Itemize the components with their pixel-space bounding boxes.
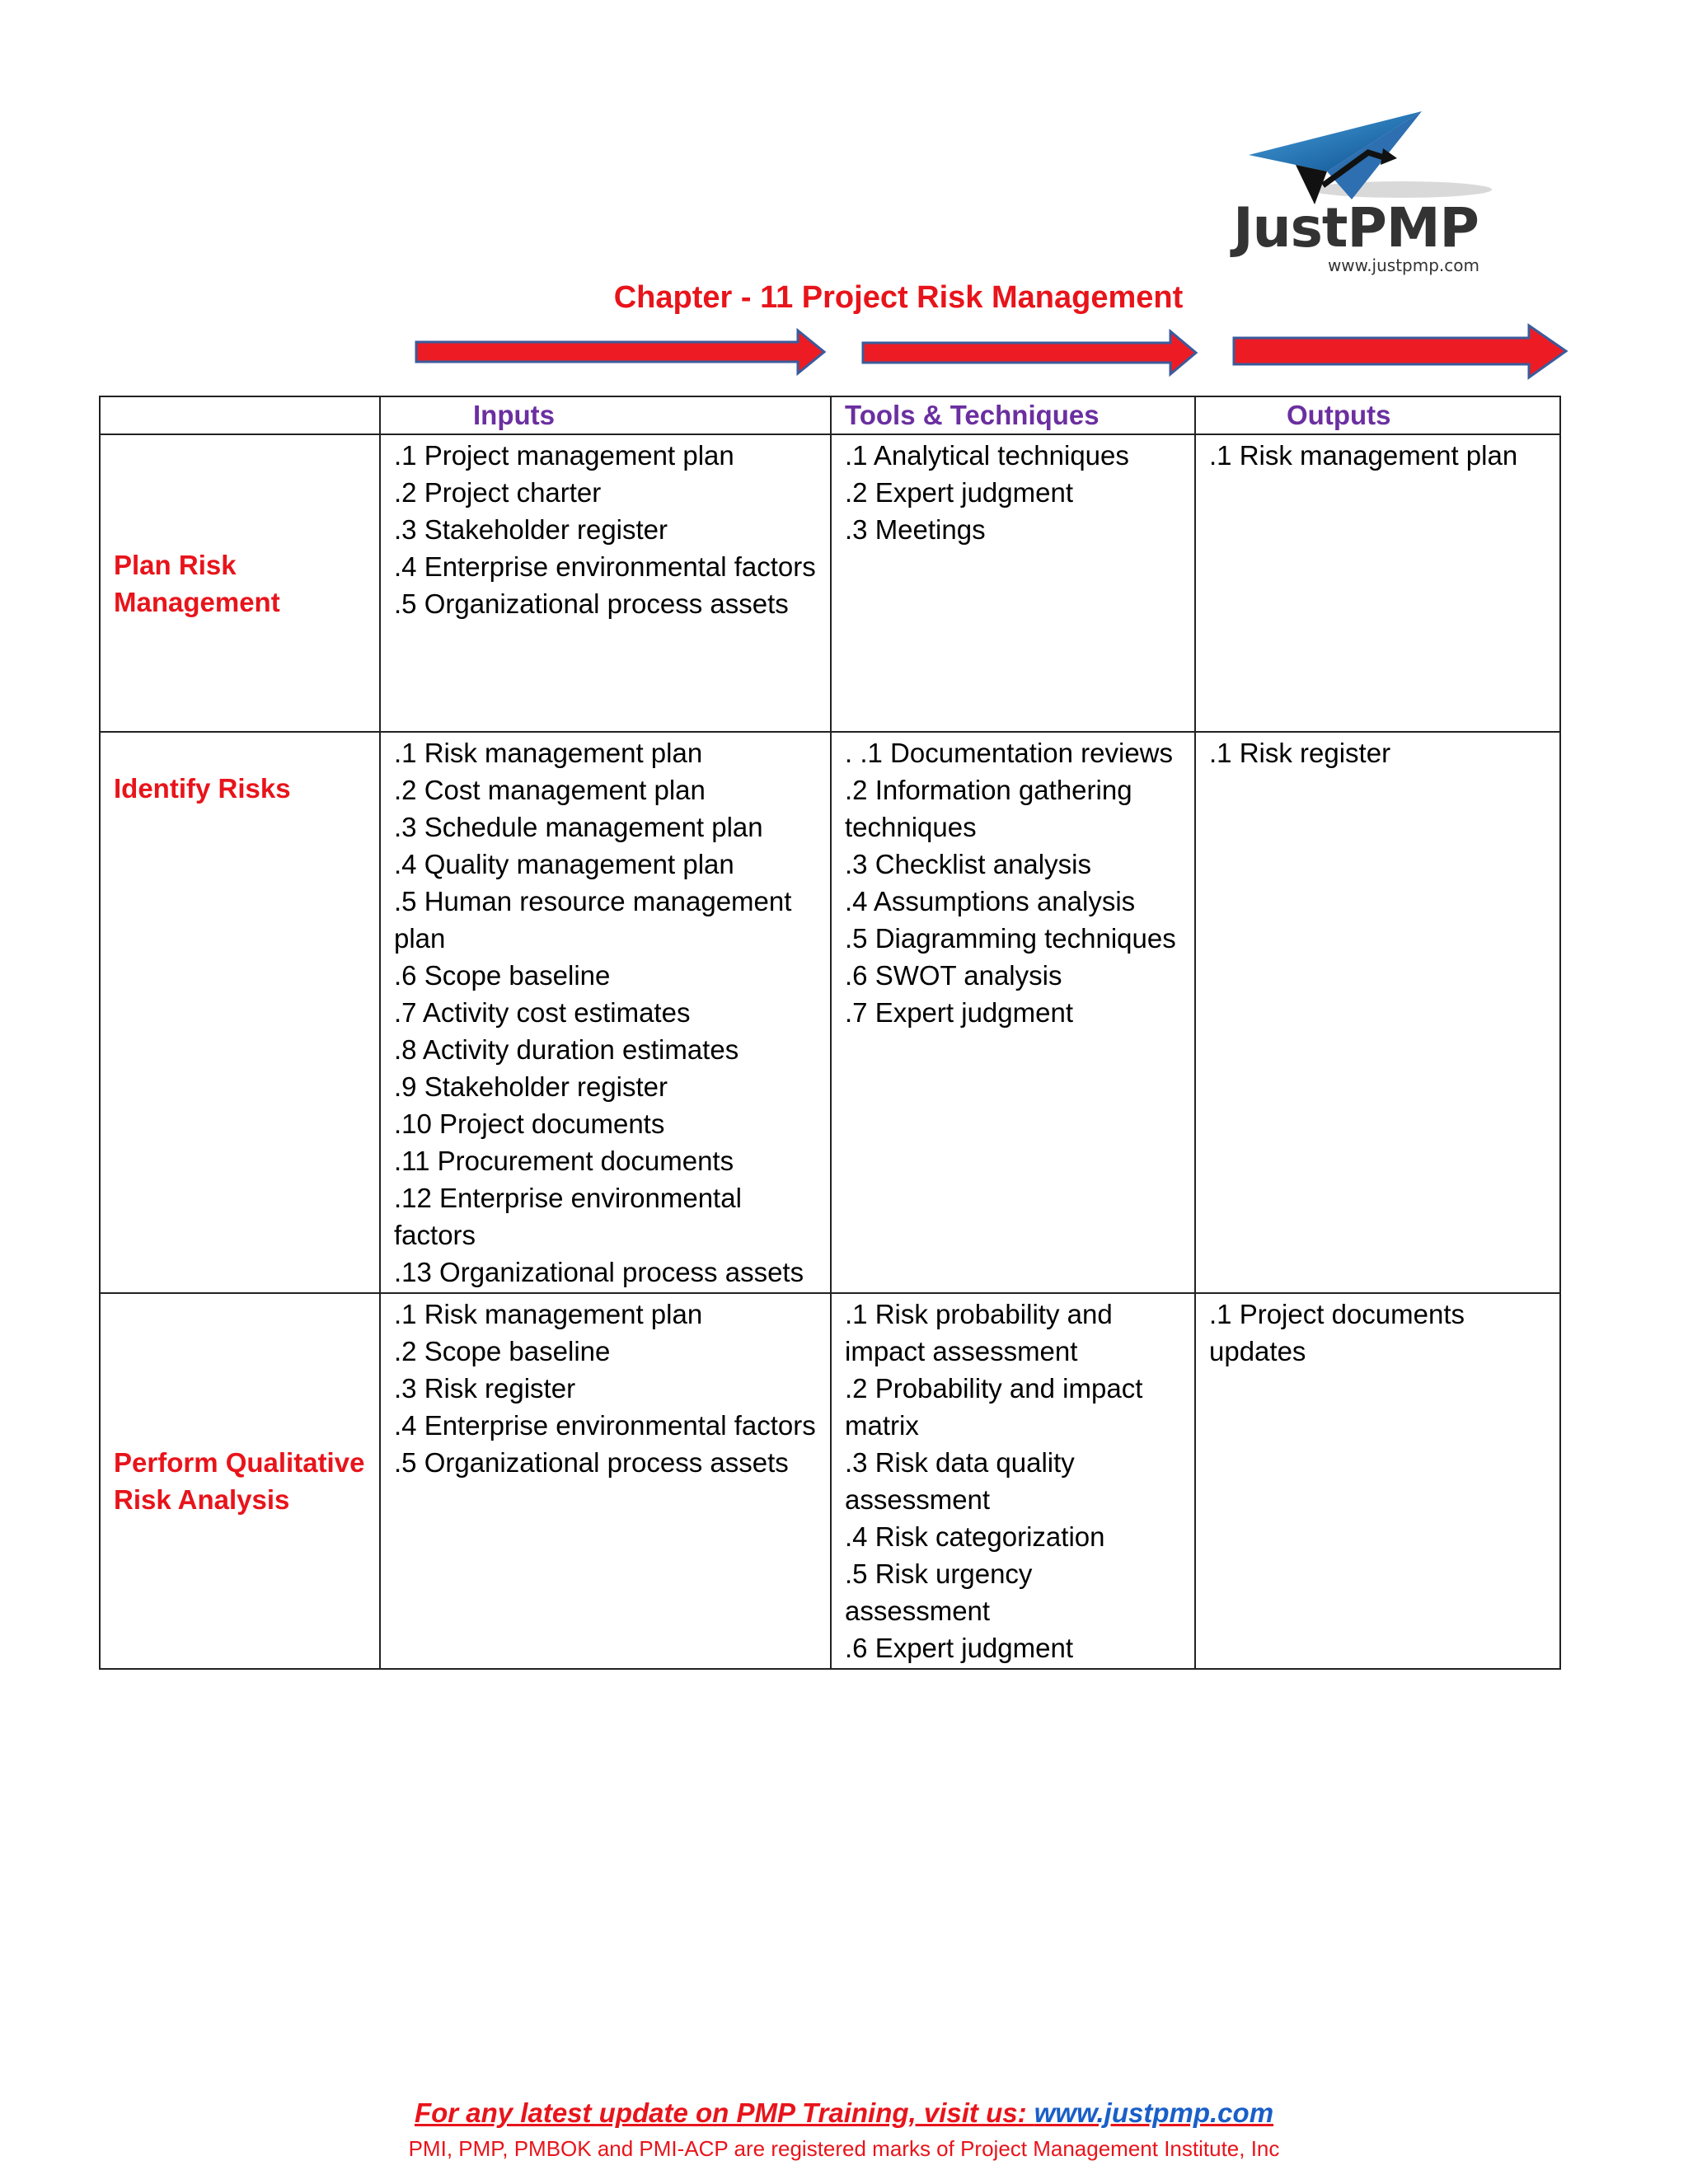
footer-update-line [0,2097,1688,2129]
list-item: .1 Risk register [1209,738,1391,768]
inputs-cell [380,434,831,732]
itto-table [99,396,1561,1670]
list-item: .7 Activity cost estimates [394,997,691,1028]
list-item: .2 Cost management plan [394,775,706,805]
list-item: .2 Expert judgment [845,477,1073,508]
list-item: .4 Enterprise environmental factors [394,551,816,582]
list-item: .1 Project management plan [394,440,734,471]
list-item: .3 Meetings [845,514,986,545]
list-item: . .1 Documentation reviews [845,738,1174,768]
header-tools: Tools & Techniques [831,396,1195,434]
table-header-row [100,396,1560,434]
page-title: Chapter - 11 Project Risk Management [613,280,1184,315]
process-name: Identify Risks [100,732,380,1293]
outputs-cell [1195,1293,1560,1669]
list-item: .12 Enterprise environmental factors [394,1183,742,1250]
list-item: .6 SWOT analysis [845,960,1062,991]
tools-cell [831,434,1195,732]
tools-cell [831,732,1195,1293]
list-item: .5 Organizational process assets [394,588,789,619]
inputs-cell [380,1293,831,1669]
arrow-right-icon [415,328,827,376]
list-item: .6 Scope baseline [394,960,611,991]
list-item: .1 Project documents updates [1209,1299,1465,1366]
list-item: .7 Expert judgment [845,997,1073,1028]
footer-trademark-note: PMI, PMP, PMBOK and PMI-ACP are registered marks of Project Management Institute, Inc [408,2136,1280,2161]
logo-wordmark: JustPMP [1233,196,1479,260]
logo-url: www.justpmp.com [1327,255,1479,275]
justpmp-logo [1228,107,1492,280]
inputs-cell [380,732,831,1293]
table-row [100,732,1560,1293]
list-item: .1 Analytical techniques [845,440,1129,471]
paper-plane-icon [1245,107,1492,206]
list-item: .13 Organizational process assets [394,1257,804,1287]
list-item: .10 Project documents [394,1108,665,1139]
list-item: .4 Risk categorization [845,1521,1105,1552]
list-item: .3 Stakeholder register [394,514,668,545]
list-item: .4 Assumptions analysis [845,886,1136,916]
table-row [100,434,1560,732]
list-item: .5 Organizational process assets [394,1447,789,1478]
header-outputs: Outputs [1195,396,1560,434]
table-row [100,1293,1560,1669]
list-item: .3 Risk register [394,1373,576,1404]
list-item: .1 Risk management plan [394,738,703,768]
header-process [100,396,380,434]
outputs-cell [1195,434,1560,732]
arrow-right-icon [861,329,1199,377]
list-item: .11 Procurement documents [394,1146,734,1176]
list-item: .1 Risk management plan [394,1299,703,1329]
footer-website-link[interactable]: www.justpmp.com [1034,2097,1274,2128]
list-item: .2 Project charter [394,477,602,508]
list-item: .5 Diagramming techniques [845,923,1176,954]
footer-lead: For any latest update on PMP Training, visit us: [414,2097,1034,2128]
list-item: .5 Human resource management plan [394,886,792,954]
header-inputs: Inputs [380,396,831,434]
list-item: .1 Risk probability and impact assessment [845,1299,1113,1366]
process-name: Perform Qualitative Risk Analysis [100,1293,380,1669]
tools-cell [831,1293,1195,1669]
list-item: .3 Risk data quality assessment [845,1447,1075,1515]
list-item: .2 Information gathering techniques [845,775,1132,842]
list-item: .9 Stakeholder register [394,1071,668,1102]
list-item: .2 Scope baseline [394,1336,611,1366]
list-item: .3 Schedule management plan [394,812,763,842]
list-item: .6 Expert judgment [845,1633,1073,1663]
list-item: .3 Checklist analysis [845,849,1091,879]
list-item: .4 Quality management plan [394,849,734,879]
list-item: .5 Risk urgency assessment [845,1558,1033,1626]
list-item: .4 Enterprise environmental factors [394,1410,816,1441]
outputs-cell [1195,732,1560,1293]
list-item: .2 Probability and impact matrix [845,1373,1143,1441]
arrow-right-icon [1232,323,1570,381]
list-item: .1 Risk management plan [1209,440,1518,471]
list-item: .8 Activity duration estimates [394,1034,739,1065]
process-name: Plan Risk Management [100,434,380,732]
